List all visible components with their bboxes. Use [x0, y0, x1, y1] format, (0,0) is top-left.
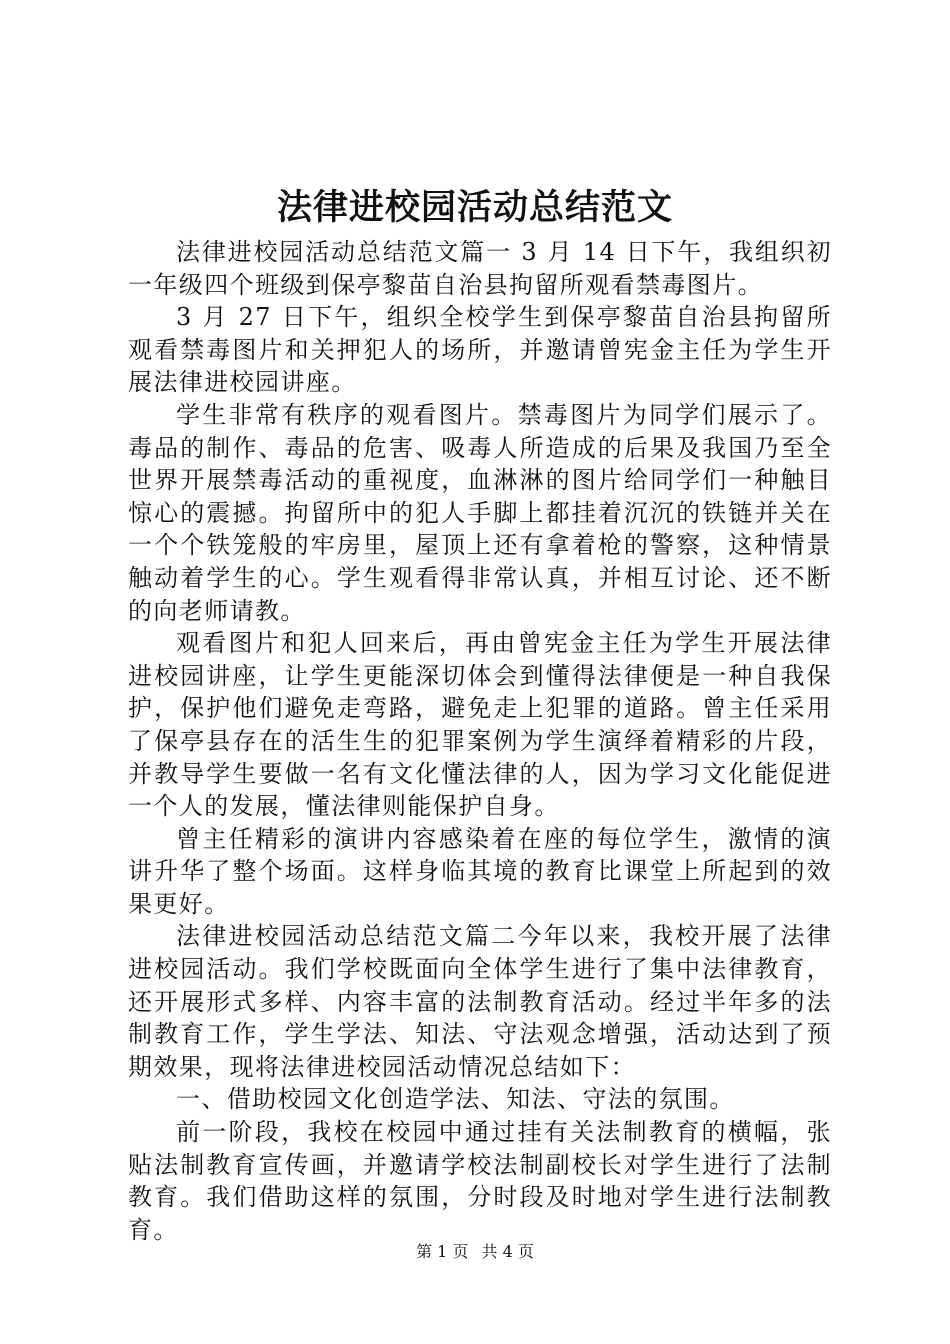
paragraph: 曾主任精彩的演讲内容感染着在座的每位学生，激情的演讲升华了整个场面。这样身临其境的教育比课堂上所起到的效果更好。 [128, 824, 832, 918]
page-total: 共 4 页 [481, 1242, 534, 1261]
paragraph: 法律进校园活动总结范文篇一 3 月 14 日下午，我组织初一年级四个班级到保亭黎苗自治县拘留所观看禁毒图片。 [128, 238, 832, 299]
paragraph: 法律进校园活动总结范文篇二今年以来，我校开展了法律进校园活动。我们学校既面向全体学生进行了集中法律教育，还开展形式多样、内容丰富的法制教育活动。经过半年多的法制教育工作，学生学法、知法、守法观念增强，活动达到了预期效果，现将法律进校园活动情况总结如下： [128, 922, 832, 1081]
paragraph: 3 月 27 日下午，组织全校学生到保亭黎苗自治县拘留所观看禁毒图片和关押犯人的场所，并邀请曾宪金主任为学生开展法律进校园讲座。 [128, 303, 832, 397]
document-body [128, 236, 832, 1246]
document-title: 法律进校园活动总结范文 [276, 187, 673, 228]
section-heading: 一、借助校园文化创造学法、知法、守法的氛围。 [176, 1085, 735, 1114]
page-footer [0, 1240, 950, 1264]
paragraph: 前一阶段，我校在校园中通过挂有关法制教育的横幅，张贴法制教育宣传画，并邀请学校法制副校长对学生进行了法制教育。我们借助这样的氛围，分时段及时地对学生进行法制教育。 [128, 1118, 832, 1244]
paragraph: 观看图片和犯人回来后，再由曾宪金主任为学生开展法律进校园讲座，让学生更能深切体会到懂得法律便是一种自我保护，保护他们避免走弯路，避免走上犯罪的道路。曾主任采用了保亭县存在的活生生的犯罪案例为学生演绎着精彩的片段，并教导学生要做一名有文化懂法律的人，因为学习文化能促进一个人的发展，懂法律则能保护自身。 [128, 629, 832, 821]
paragraph: 学生非常有秩序的观看图片。禁毒图片为同学们展示了。毒品的制作、毒品的危害、吸毒人所造成的后果及我国乃至全世界开展禁毒活动的重视度，血淋淋的图片给同学们一种触目惊心的震撼。拘留所中的犯人手脚上都挂着沉沉的铁链并关在一个个铁笼般的牢房里，屋顶上还有拿着枪的警察，这种情景触动着学生的心。学生观看得非常认真，并相互讨论、还不断的向老师请教。 [128, 400, 832, 625]
page-number: 第 1 页 [416, 1242, 469, 1261]
